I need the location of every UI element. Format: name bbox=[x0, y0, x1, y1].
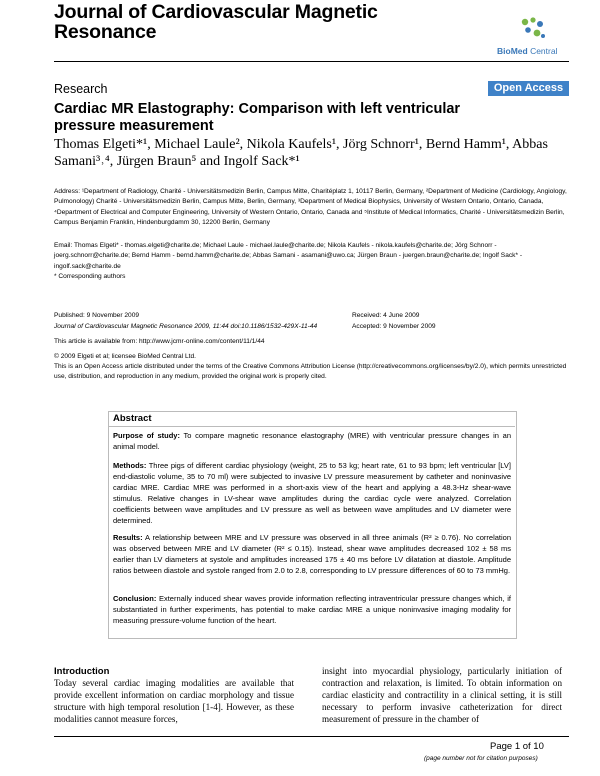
article-url[interactable]: This article is available from: http://www.jcmr-online.com/content/11/1/44 bbox=[54, 338, 265, 345]
introduction-column-2: insight into myocardial physiology, particularly initiation of contraction and relaxation, is limited. To obtain information on cardiac elasticity and contractility in a clinical setting, it is still necessary to perform invasive catheterization for direct measurement of pressure in the chamber of bbox=[322, 666, 562, 725]
logo-central: Central bbox=[527, 46, 558, 56]
accepted-date: Accepted: 9 November 2009 bbox=[352, 323, 436, 330]
abstract-conclusion bbox=[113, 593, 511, 626]
email-list: Email: Thomas Elgeti* - thomas.elgeti@charite.de; Michael Laule - michael.laule@charite.de; Nikola Kaufels - nikola.kaufels@charite.de; Jörg Schnorr - joerg.schnorr@charite.de; Bernd Hamm - bernd.hamm@charite.de; Abbas Samani - asamani@uwo.ca; Jürgen Braun - juergen.braun@charite.de; Ingolf Sack* - ingolf.sack@charite.de bbox=[54, 242, 523, 270]
citation: Journal of Cardiovascular Magnetic Resonance 2009, 11:44 doi:10.1186/1532-429X-11-44 bbox=[54, 323, 318, 330]
purpose-label: Purpose of study: bbox=[113, 431, 180, 440]
journal-title-line1: Journal of Cardiovascular Magnetic bbox=[54, 1, 378, 23]
abstract-heading: Abstract bbox=[113, 413, 152, 424]
article-title: Cardiac MR Elastography: Comparison with left ventricular pressure measurement bbox=[54, 101, 461, 134]
introduction-column-1: Today several cardiac imaging modalities are available that provide excellent information on cardiac morphology and tissue structure with high temporal resolution [1-4]. However, as these modalities cannot measure forces, bbox=[54, 678, 294, 725]
biomed-logo-wordmark bbox=[497, 46, 557, 56]
results-text: A relationship between MRE and LV pressure was observed in all three animals (R² ≥ 0.76). No correlation was observed between MRE and LV diameter (R² ≤ 0.15). Instead, shear wave amplitudes decreased 102 ± 58 ms earlier than LV diameters at systole and amplitudes increased 175 ± 40 ms before LV dilatation at diastole. Amplitude ratios between diastole and systole ranged from 2.0 to 2.8, corresponding to LV pressure differences of 60 to 73 mmHg. bbox=[113, 533, 511, 575]
biomed-logo-icon bbox=[519, 16, 547, 42]
page-number: Page 1 of 10 bbox=[490, 741, 544, 752]
purpose-text: To compare magnetic resonance elastography (MRE) with ventricular pressure changes in an animal model. bbox=[113, 431, 511, 451]
open-access-badge: Open Access bbox=[488, 81, 569, 96]
footer-rule bbox=[54, 736, 569, 737]
abstract-purpose bbox=[113, 430, 511, 452]
page-note: (page number not for citation purposes) bbox=[424, 755, 538, 762]
abstract-results bbox=[113, 532, 511, 576]
corresponding-note: * Corresponding authors bbox=[54, 273, 126, 281]
introduction-heading: Introduction bbox=[54, 666, 110, 677]
conclusion-label: Conclusion: bbox=[113, 594, 157, 603]
methods-text: Three pigs of different cardiac physiology (weight, 25 to 53 kg; heart rate, 61 to 93 bpm; left ventricular [LV] end-diastolic volume, 35 to 70 ml) were subjected to invasive LV pressure measurement by catheter and noninvasive cardiac MRE. Cardiac MRE was performed in a short-axis view of the heart and applying a 48.3-Hz shear-wave stimulus. Relative changes in LV-shear wave amplitudes during the cardiac cycle were analyzed. Correlation coefficients between wave amplitudes and LV pressure as well as between wave amplitudes and LV diameter were determined. bbox=[113, 461, 511, 525]
methods-label: Methods: bbox=[113, 461, 147, 470]
journal-title-line2: Resonance bbox=[54, 21, 157, 43]
license-text: This is an Open Access article distributed under the terms of the Creative Commons Attribution License (http://creativecommons.org/licenses/by/2.0), which permits unrestricted use, distribution, and reproduction in any medium, provided the original work is properly cited. bbox=[54, 363, 567, 381]
journal-title bbox=[54, 2, 454, 42]
biomed-central-logo bbox=[497, 12, 569, 56]
results-label: Results: bbox=[113, 533, 143, 542]
published-date: Published: 9 November 2009 bbox=[54, 312, 140, 319]
abstract-methods bbox=[113, 460, 511, 526]
affiliations: Address: ¹Department of Radiology, Charité - Universitätsmedizin Berlin, Campus Mitte, Charitéplatz 1, 10117 Berlin, Germany, ²Department of Medicine (Cardiology, Angiology, Pulmonology) Charité - Universitätsmedizin Berlin, Campus Mitte, Berlin, Germany, ³Department of Medical Biophysics, University of Western Ontario, Ontario, Canada, ⁴Department of Electrical and Computer Engineering, University of Western Ontario, Ontario, Canada and ⁵Institute of Medical Informatics, Charité - Universitätsmedizin Berlin, Campus Benjamin Franklin, Hindenburgdamm 30, 12200 Berlin, Germany bbox=[54, 188, 567, 227]
received-date: Received: 4 June 2009 bbox=[352, 312, 420, 319]
header-rule bbox=[54, 61, 569, 62]
section-label: Research bbox=[54, 82, 108, 96]
abstract-header bbox=[108, 411, 515, 427]
conclusion-text: Externally induced shear waves provide information reflecting intraventricular pressure changes which, if substantiated in further experiments, has potential to make cardiac MRE a unique noninvasive imaging modality for measuring pressure-volume function of the heart. bbox=[113, 594, 511, 625]
copyright: © 2009 Elgeti et al; licensee BioMed Central Ltd. bbox=[54, 353, 196, 360]
author-list: Thomas Elgeti*¹, Michael Laule², Nikola Kaufels¹, Jörg Schnorr¹, Bernd Hamm¹, Abbas Samani³˒⁴, Jürgen Braun⁵ and Ingolf Sack*¹ bbox=[54, 137, 548, 169]
author-emails bbox=[54, 241, 569, 283]
logo-bio: BioMed bbox=[497, 46, 528, 56]
